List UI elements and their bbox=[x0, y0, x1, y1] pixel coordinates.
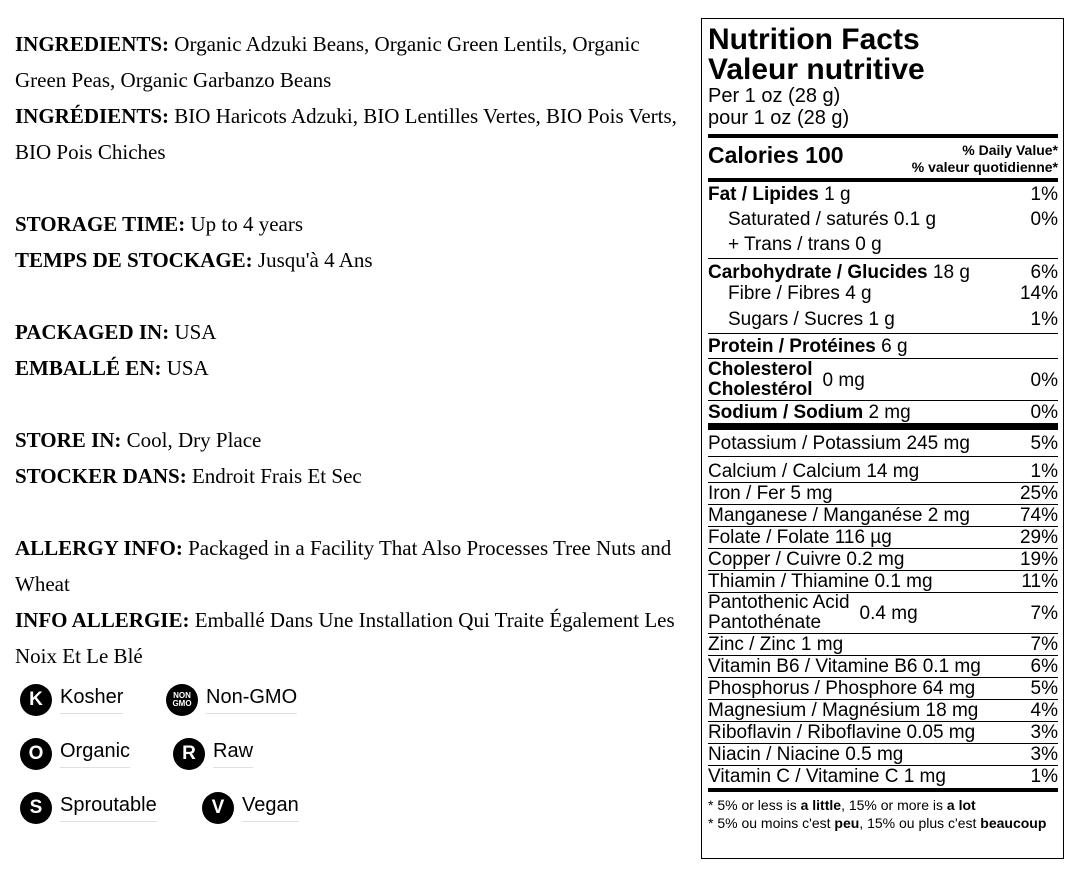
badge-organic-label: Organic bbox=[60, 740, 130, 768]
kosher-icon: K bbox=[20, 684, 52, 716]
packaged-en-text: USA bbox=[174, 320, 217, 344]
badge-vegan bbox=[202, 792, 299, 824]
packaged-fr bbox=[15, 350, 695, 386]
allergy-en bbox=[15, 530, 695, 602]
mineral-row: Potassium / Potassium 245 mg 5% bbox=[708, 430, 1058, 457]
storage-fr-label: TEMPS DE STOCKAGE: bbox=[15, 248, 253, 272]
storage-fr bbox=[15, 242, 695, 278]
fibre-row: Fibre / Fibres 4 g 14% bbox=[728, 283, 1058, 304]
nutrition-facts-panel bbox=[701, 18, 1064, 859]
sugars-row: Sugars / Sucres 1 g 1% bbox=[728, 309, 1058, 330]
badge-sproutable-label: Sproutable bbox=[60, 794, 157, 822]
saturated-row: Saturated / saturés 0.1 g 0% bbox=[728, 209, 1058, 230]
badge-vegan-label: Vegan bbox=[242, 794, 299, 822]
storage-en-label: STORAGE TIME: bbox=[15, 212, 186, 236]
badge-kosher-label: Kosher bbox=[60, 686, 123, 714]
ingredients-en-label: INGREDIENTS: bbox=[15, 32, 170, 56]
mineral-row: Magnesium / Magnésium 18 mg 4% bbox=[708, 700, 1058, 721]
ingredients-fr-label: INGRÉDIENTS: bbox=[15, 104, 170, 128]
packaged-en-label: PACKAGED IN: bbox=[15, 320, 170, 344]
sodium-row: Sodium / Sodium 2 mg 0% bbox=[708, 402, 1058, 423]
cholesterol-row: Cholesterol Cholestérol 0 mg 0% bbox=[708, 359, 1058, 400]
mineral-row: Calcium / Calcium 14 mg 1% bbox=[708, 457, 1058, 483]
allergy-fr-label: INFO ALLERGIE: bbox=[15, 608, 190, 632]
footnote-fr: * 5% ou moins c'est peu, 15% ou plus c'est beaucoup bbox=[708, 815, 1047, 831]
sproutable-icon: S bbox=[20, 792, 52, 824]
mineral-row: Vitamin B6 / Vitamine B6 0.1 mg 6% bbox=[708, 656, 1058, 677]
packaged-en bbox=[15, 314, 695, 350]
mineral-row: Riboflavin / Riboflavine 0.05 mg 3% bbox=[708, 722, 1058, 743]
ingredients-fr-text: BIO Haricots Adzuki, BIO Lentilles Vertes, BIO Pois Verts, BIO Pois Chiches bbox=[15, 104, 677, 164]
ingredients-en-text: Organic Adzuki Beans, Organic Green Lentils, Organic Green Peas, Organic Garbanzo Beans bbox=[15, 32, 640, 92]
store-en-text: Cool, Dry Place bbox=[126, 428, 262, 452]
protein-row: Protein / Protéines 6 g bbox=[708, 336, 908, 357]
trans-row: + Trans / trans 0 g bbox=[728, 234, 882, 255]
store-en bbox=[15, 422, 695, 458]
allergy-fr bbox=[15, 602, 695, 674]
footnote bbox=[708, 796, 1058, 832]
badge-non-gmo bbox=[166, 684, 297, 716]
organic-icon: O bbox=[20, 738, 52, 770]
badge-kosher bbox=[20, 684, 123, 716]
pantothenic-row: Pantothenic Acid Pantothénate 0.4 mg 7% bbox=[708, 592, 1058, 633]
mineral-row: Vitamin C / Vitamine C 1 mg 1% bbox=[708, 766, 1058, 787]
allergy-en-label: ALLERGY INFO: bbox=[15, 536, 183, 560]
storage-en-text: Up to 4 years bbox=[190, 212, 303, 236]
serving-size-fr: pour 1 oz (28 g) bbox=[708, 107, 850, 129]
store-en-label: STORE IN: bbox=[15, 428, 122, 452]
mineral-row: Copper / Cuivre 0.2 mg 19% bbox=[708, 549, 1058, 570]
daily-value-header: % Daily Value* % valeur quotidienne* bbox=[911, 142, 1058, 175]
storage-en bbox=[15, 206, 695, 242]
calories: Calories 100 bbox=[708, 142, 844, 168]
mineral-row: Manganese / Manganése 2 mg 74% bbox=[708, 505, 1058, 526]
packaged-fr-label: EMBALLÉ EN: bbox=[15, 356, 162, 380]
store-fr-text: Endroit Frais Et Sec bbox=[191, 464, 362, 488]
non-gmo-icon: NON GMO bbox=[166, 684, 198, 716]
packaged-fr-text: USA bbox=[166, 356, 209, 380]
mineral-row: Iron / Fer 5 mg 25% bbox=[708, 483, 1058, 504]
nutrition-title-fr: Valeur nutritive bbox=[708, 53, 925, 86]
store-fr bbox=[15, 458, 695, 494]
allergy-en-text: Packaged in a Facility That Also Processes Tree Nuts and Wheat bbox=[15, 536, 672, 596]
footnote-en: * 5% or less is a little, 15% or more is a lot bbox=[708, 797, 976, 813]
allergy-fr-text: Emballé Dans Une Installation Qui Traite Également Les Noix Et Le Blé bbox=[15, 608, 675, 668]
ingredients-en bbox=[15, 26, 695, 98]
badge-organic bbox=[20, 738, 130, 770]
storage-fr-text: Jusqu'à 4 Ans bbox=[257, 248, 373, 272]
badge-raw bbox=[173, 738, 253, 770]
badge-raw-label: Raw bbox=[213, 740, 253, 768]
store-fr-label: STOCKER DANS: bbox=[15, 464, 187, 488]
product-info bbox=[15, 26, 695, 674]
mineral-row: Phosphorus / Phosphore 64 mg 5% bbox=[708, 678, 1058, 699]
badge-non-gmo-label: Non-GMO bbox=[206, 686, 297, 714]
mineral-row: Niacin / Niacine 0.5 mg 3% bbox=[708, 744, 1058, 765]
nutrition-title-en: Nutrition Facts bbox=[708, 23, 920, 56]
serving-size-en: Per 1 oz (28 g) bbox=[708, 85, 841, 107]
mineral-row: Zinc / Zinc 1 mg 7% bbox=[708, 634, 1058, 655]
mineral-row: Folate / Folate 116 µg 29% bbox=[708, 527, 1058, 548]
badge-sproutable bbox=[20, 792, 157, 824]
raw-icon: R bbox=[173, 738, 205, 770]
mineral-list bbox=[708, 430, 1058, 787]
mineral-row: Thiamin / Thiamine 0.1 mg 11% bbox=[708, 571, 1058, 592]
vegan-icon: V bbox=[202, 792, 234, 824]
calories-row bbox=[708, 138, 1058, 178]
fat-row: Fat / Lipides 1 g 1% bbox=[708, 184, 1058, 205]
carbohydrate-row: Carbohydrate / Glucides 18 g 6% bbox=[708, 262, 1058, 283]
ingredients-fr bbox=[15, 98, 695, 170]
